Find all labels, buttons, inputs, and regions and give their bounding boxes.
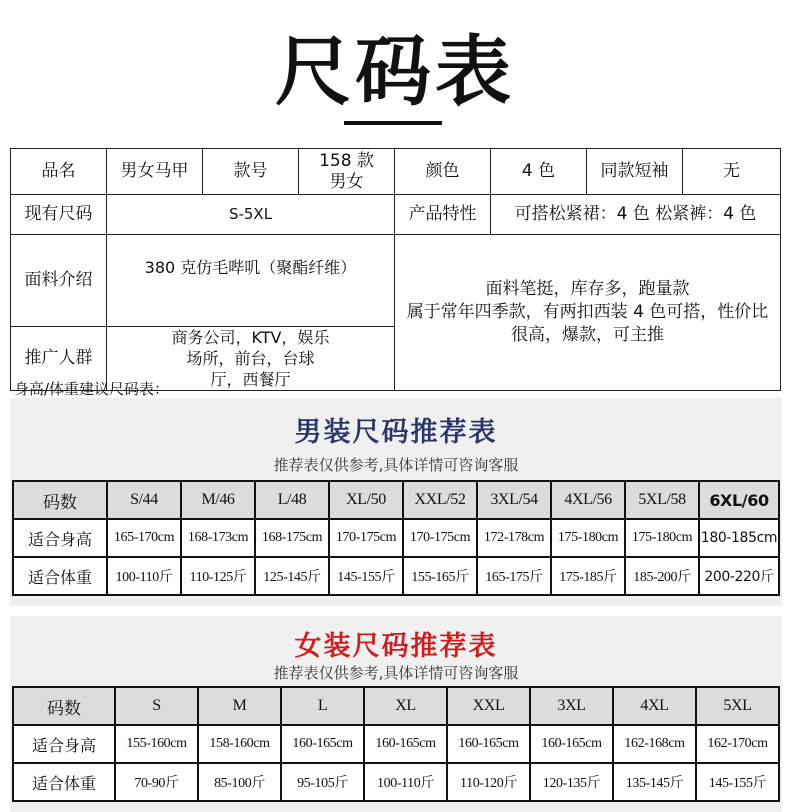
men-weight-cell: 175-185斤 [551, 557, 625, 595]
women-weight-cell: 145-155斤 [696, 763, 779, 801]
women-size-row [13, 687, 779, 725]
men-chart-note: 推荐表仅供参考,具体详情可咨询客服 [273, 456, 519, 474]
men-height-row [13, 519, 779, 557]
women-size-cell: 3XL [530, 687, 613, 725]
women-weight-row [13, 763, 779, 801]
men-height-cell: 172-178cm [477, 519, 551, 557]
women-height-cell: 155-160cm [115, 725, 198, 763]
style-no-label: 款号 [203, 149, 299, 195]
women-size-label: 码数 [13, 687, 115, 725]
men-size-cell: 5XL/58 [625, 481, 699, 519]
fabric-value: 380 克仿毛哔叽（聚酯纤维） [107, 235, 395, 327]
men-weight-cell: 125-145斤 [255, 557, 329, 595]
color-value: 4 色 [491, 149, 587, 195]
men-size-cell: S/44 [107, 481, 181, 519]
women-size-cell: XXL [447, 687, 530, 725]
women-weight-label: 适合体重 [13, 763, 115, 801]
men-size-cell: XXL/52 [403, 481, 477, 519]
women-weight-cell: 110-120斤 [447, 763, 530, 801]
men-weight-cell: 165-175斤 [477, 557, 551, 595]
size-guide-subtitle: 身高/体重建议尺码表： [14, 380, 170, 398]
men-height-cell: 175-180cm [625, 519, 699, 557]
women-height-cell: 162-168cm [613, 725, 696, 763]
women-size-table [12, 686, 780, 802]
men-size-cell: 6XL/60 [699, 481, 779, 519]
fabric-label: 面料介绍 [11, 235, 107, 327]
product-info-table [10, 148, 781, 391]
men-size-cell: 3XL/54 [477, 481, 551, 519]
women-height-cell: 160-165cm [281, 725, 364, 763]
men-height-cell: 170-175cm [329, 519, 403, 557]
feature-value: 可搭松紧裙：4 色 松紧裤：4 色 [491, 195, 781, 235]
women-chart-title: 女装尺码推荐表 [294, 631, 498, 662]
title-underline [344, 121, 442, 125]
men-height-cell: 165-170cm [107, 519, 181, 557]
women-size-cell: 5XL [696, 687, 779, 725]
men-size-cell: M/46 [181, 481, 255, 519]
women-height-row [13, 725, 779, 763]
women-height-cell: 158-160cm [198, 725, 281, 763]
men-size-table [12, 480, 780, 596]
men-height-label: 适合身高 [13, 519, 107, 557]
men-size-cell: L/48 [255, 481, 329, 519]
women-height-label: 适合身高 [13, 725, 115, 763]
women-chart-note: 推荐表仅供参考,具体详情可咨询客服 [273, 664, 519, 682]
men-height-cell: 175-180cm [551, 519, 625, 557]
men-size-cell: 4XL/56 [551, 481, 625, 519]
men-size-row [13, 481, 779, 519]
page-title: 尺码表 [275, 27, 515, 116]
men-weight-label: 适合体重 [13, 557, 107, 595]
men-size-panel [10, 398, 782, 606]
women-size-cell: S [115, 687, 198, 725]
women-size-cell: 4XL [613, 687, 696, 725]
men-weight-cell: 185-200斤 [625, 557, 699, 595]
women-size-cell: L [281, 687, 364, 725]
women-height-cell: 160-165cm [530, 725, 613, 763]
men-height-cell: 170-175cm [403, 519, 477, 557]
men-weight-row [13, 557, 779, 595]
men-height-cell: 168-175cm [255, 519, 329, 557]
same-short-sleeve-label: 同款短袖 [587, 149, 683, 195]
men-weight-cell: 145-155斤 [329, 557, 403, 595]
men-size-label: 码数 [13, 481, 107, 519]
color-label: 颜色 [395, 149, 491, 195]
stock-size-label: 现有尺码 [11, 195, 107, 235]
men-chart-title: 男装尺码推荐表 [294, 417, 498, 448]
women-height-cell: 160-165cm [364, 725, 447, 763]
women-size-cell: M [198, 687, 281, 725]
men-size-cell: XL/50 [329, 481, 403, 519]
men-weight-cell: 200-220斤 [699, 557, 779, 595]
men-height-cell: 168-173cm [181, 519, 255, 557]
selling-points: 面料笔挺，库存多，跑量款 属于常年四季款，有两扣西装 4 色可搭，性价比很高，爆款，可主推 [395, 235, 781, 391]
style-no-value: 158 款男女 [299, 149, 395, 195]
men-weight-cell: 110-125斤 [181, 557, 255, 595]
product-name-value: 男女马甲 [107, 149, 203, 195]
men-weight-cell: 100-110斤 [107, 557, 181, 595]
men-height-cell: 180-185cm [699, 519, 779, 557]
women-weight-cell: 135-145斤 [613, 763, 696, 801]
same-short-sleeve-value: 无 [683, 149, 781, 195]
women-weight-cell: 70-90斤 [115, 763, 198, 801]
promo-value: 商务公司，KTV，娱乐场所，前台，台球厅，西餐厅 [107, 327, 395, 391]
product-name-label: 品名 [11, 149, 107, 195]
women-weight-cell: 100-110斤 [364, 763, 447, 801]
women-size-cell: XL [364, 687, 447, 725]
men-weight-cell: 155-165斤 [403, 557, 477, 595]
women-height-cell: 162-170cm [696, 725, 779, 763]
women-size-panel [10, 616, 782, 812]
women-weight-cell: 85-100斤 [198, 763, 281, 801]
women-weight-cell: 95-105斤 [281, 763, 364, 801]
women-height-cell: 160-165cm [447, 725, 530, 763]
promo-label: 推广人群 [11, 327, 107, 391]
feature-label: 产品特性 [395, 195, 491, 235]
stock-size-value: S-5XL [107, 195, 395, 235]
women-weight-cell: 120-135斤 [530, 763, 613, 801]
